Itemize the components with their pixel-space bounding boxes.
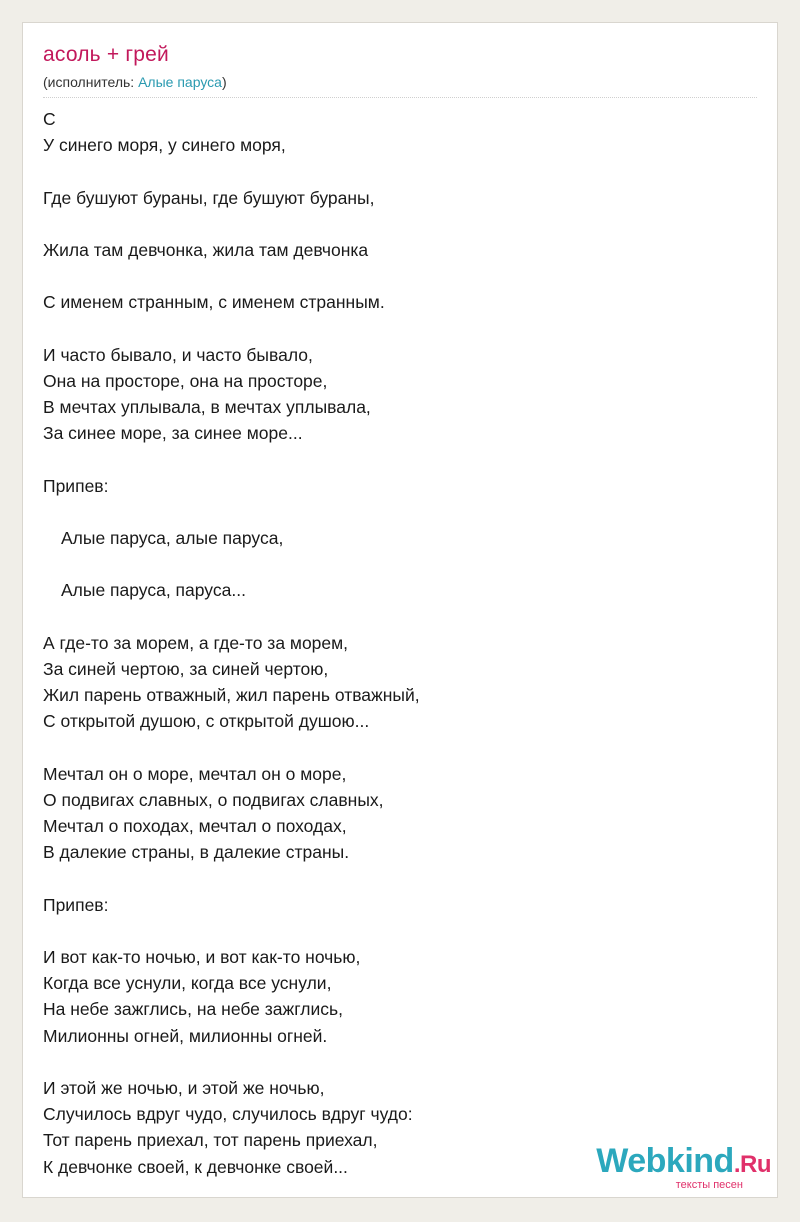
lyrics-line: Мечтал он о море, мечтал он о море, (43, 763, 347, 784)
lyrics-stanza (43, 892, 743, 918)
song-title: асоль + грей (43, 43, 169, 66)
lyrics-line: О подвигах славных, о подвигах славных, (43, 789, 384, 810)
lyrics-stanza (43, 630, 743, 735)
artist-link[interactable]: Алые паруса (138, 74, 222, 90)
lyrics-line: Случилось вдруг чудо, случилось вдруг чудо: (43, 1104, 413, 1125)
lyrics-line: И часто бывало, и часто бывало, (43, 344, 313, 365)
lyrics-stanza (43, 342, 743, 447)
lyrics-line: К девчонке своей, к девчонке своей... (43, 1156, 348, 1177)
lyrics-line: C (43, 109, 56, 129)
artist-line (43, 74, 227, 90)
lyrics-stanza (43, 237, 743, 263)
lyrics-line: Тот парень приехал, тот парень приехал, (43, 1130, 378, 1151)
lyrics-stanza (43, 944, 743, 1049)
lyrics-line: И этой же ночью, и этой же ночью, (43, 1077, 325, 1098)
lyrics-stanza (43, 577, 743, 603)
lyrics-line: У синего моря, у синего моря, (43, 135, 286, 156)
divider (43, 97, 757, 98)
lyrics-line: За синее море, за синее море... (43, 423, 303, 444)
lyrics-line: Припев: (43, 475, 109, 496)
lyrics-line: Жил парень отважный, жил парень отважный, (43, 685, 420, 706)
artist-suffix: ) (221, 74, 227, 90)
logo-tagline: тексты песен (675, 1179, 743, 1191)
lyrics-line: С открытой душою, с открытой душою... (43, 711, 370, 732)
lyrics-card (22, 22, 778, 1198)
lyrics-line: Припев: (43, 894, 109, 915)
lyrics-stanza (43, 289, 743, 315)
logo-name: Webkind (596, 1142, 734, 1180)
lyrics-stanza (43, 106, 743, 158)
lyrics-line: Где бушуют бураны, где бушуют бураны, (43, 187, 375, 208)
lyrics-line: С именем странным, с именем странным. (43, 292, 385, 313)
lyrics-line: А где-то за морем, а где-то за морем, (43, 632, 349, 653)
artist-prefix: (исполнитель: (43, 74, 139, 90)
lyrics-line: За синей чертою, за синей чертою, (43, 658, 329, 679)
lyrics-line: В далекие страны, в далекие страны. (43, 842, 350, 863)
lyrics-line: Жила там девчонка, жила там девчонка (43, 239, 369, 260)
lyrics-line: В мечтах уплывала, в мечтах уплывала, (43, 397, 371, 418)
lyrics-stanza (43, 525, 743, 551)
lyrics-stanza (43, 473, 743, 499)
lyrics-line: Алые паруса, алые паруса, (61, 528, 284, 548)
lyrics-stanza (43, 761, 743, 866)
lyrics-line: Когда все уснули, когда все уснули, (43, 973, 332, 994)
logo-tld: .Ru (733, 1151, 771, 1178)
webkind-logo[interactable] (596, 1144, 771, 1191)
lyrics-line: Мечтал о походах, мечтал о походах, (43, 816, 347, 837)
lyrics-stanza (43, 185, 743, 211)
lyrics-line: И вот как-то ночью, и вот как-то ночью, (43, 947, 361, 967)
lyrics-text (43, 106, 743, 1206)
lyrics-line: Милионны огней, милионны огней. (43, 1025, 328, 1046)
lyrics-line: Алые паруса, паруса... (61, 580, 246, 601)
lyrics-line: Она на просторе, она на просторе, (43, 370, 328, 391)
lyrics-line: На небе зажглись, на небе зажглись, (43, 999, 343, 1020)
